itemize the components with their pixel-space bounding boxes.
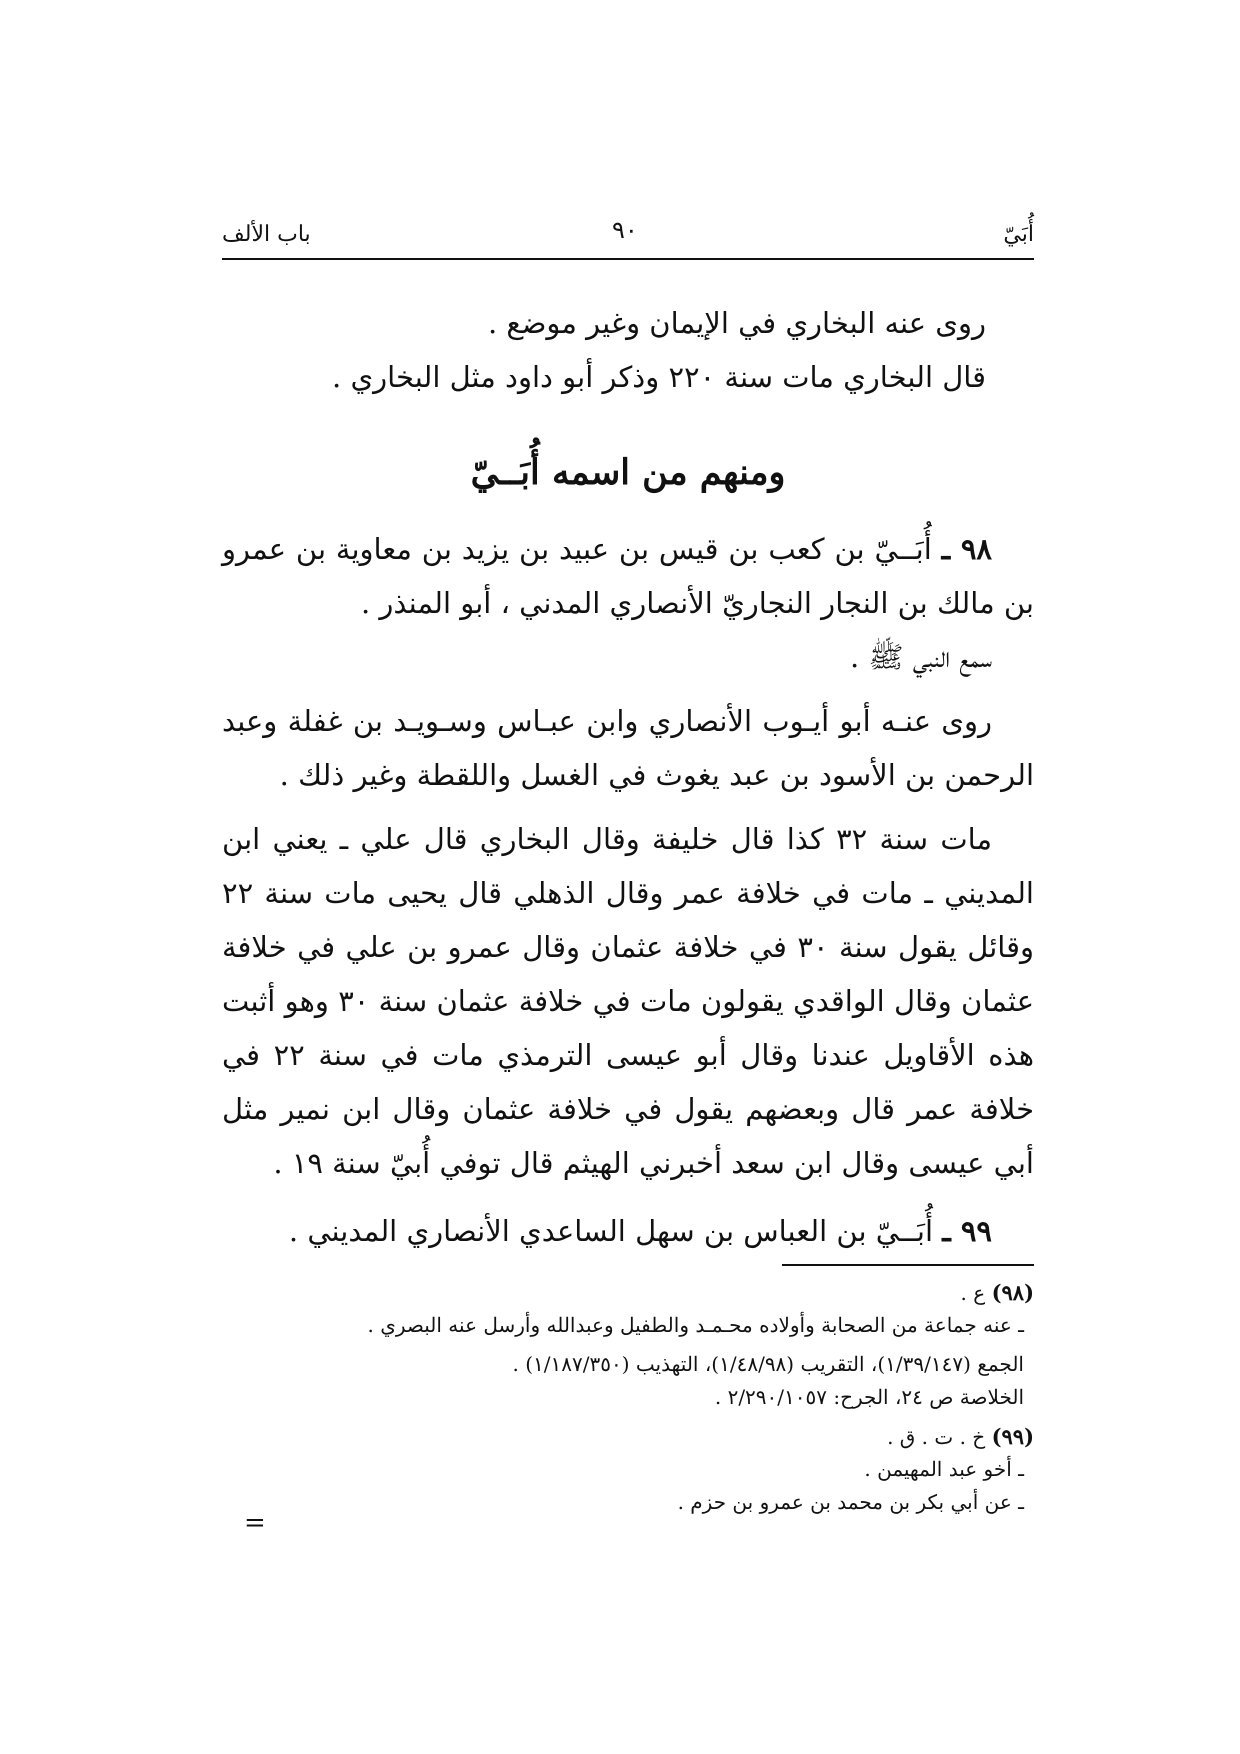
page-number: ٩٠ (612, 216, 638, 244)
footnote-98-label: (٩٨) (991, 1280, 1034, 1305)
intro-block (222, 296, 1034, 404)
footnote-99-head (222, 1420, 1034, 1453)
running-header (222, 216, 1034, 262)
header-entry-word: أُبَيّ (1003, 222, 1034, 247)
footnote-99-line-1: ـ أخو عبد المهيمن . (864, 1457, 1024, 1481)
entry-98-name: أُبَــيّ بن كعب بن قيس بن عبيد بن يزيد بن معاوية بن عمرو بن مالك بن النجار النجاريّ الأنصاري المدني ، أبو المنذر . (222, 532, 1034, 620)
footnote-98-head (222, 1276, 1034, 1309)
footnote-98-line-3: الخلاصة ص ٢٤، الجرح: ٢/٢٩٠/١٠٥٧ . (714, 1385, 1024, 1409)
footnote-98-line-2: الجمع (١/٣٩/١٤٧)، التقريب (١/٤٨/٩٨)، التهذيب (١/١٨٧/٣٥٠) . (512, 1352, 1024, 1376)
footnote-99-label: (٩٩) (991, 1424, 1034, 1449)
entry-98-heading (222, 522, 1034, 630)
footnote-rule (782, 1264, 1034, 1266)
intro-line-1: روى عنه البخاري في الإيمان وغير موضع . (487, 306, 986, 340)
entry-98-number: ٩٨ ـ (941, 532, 993, 566)
entry-99-number: ٩٩ ـ (942, 1214, 992, 1248)
entry-99-name: أُبَــيّ بن العباس بن سهل الساعدي الأنصاري المديني . (288, 1214, 934, 1248)
entry-98-death: مات سنة ٣٢ كذا قال خليفة وقال البخاري قال علي ـ يعني ابن المديني ـ مات في خلافة عمر وقال الذهلي قال يحيى مات سنة ٢٢ وقائل يقول سنة ٣٠ في خلافة عثمان وقال عمرو بن علي في خلافة عثمان وقال الواقدي يقولون مات في خلافة عثمان سنة ٣٠ وهو أثبت هذه الأقاويل عندنا وقال أبو عيسى الترمذي مات في سنة ٢٢ في خلافة عمر قال وبعضهم يقول في خلافة عثمان وقال ابن نمير مثل أبي عيسى وقال ابن سعد أخبرني الهيثم قال توفي أُبيّ سنة ١٩ . (222, 822, 1034, 1180)
intro-line-2: قال البخاري مات سنة ٢٢٠ وذكر أبو داود مثل البخاري . (332, 360, 986, 394)
entry-98-narrators: روى عنـه أبو أيـوب الأنصاري وابن عبـاس وسـويـد بن غفلة وعبد الرحمن بن الأسود بن عبد يغوث في الغسل واللقطة وغير ذلك . (222, 704, 1034, 792)
footnotes (222, 1276, 1034, 1519)
header-rule (222, 258, 1034, 260)
header-section-name: باب الألف (222, 222, 311, 247)
entry-99 (222, 1204, 1034, 1258)
entry-98-heard: سمع النبي ﷺ . (850, 640, 992, 674)
continuation-mark: = (244, 1508, 266, 1538)
section-heading: ومنهم من اسمه أُبَــيّ (470, 452, 786, 493)
footnote-98-line-1: ـ عنه جماعة من الصحابة وأولاده محـمـد والطفيل وعبدالله وأرسل عنه البصري . (367, 1313, 1024, 1337)
footnote-99-siglum: خ . ت . ق . (887, 1425, 986, 1449)
footnote-99-line-2: ـ عن أبي بكر بن محمد بن عمرو بن حزم . (677, 1490, 1024, 1514)
entry-98 (222, 522, 1034, 1258)
footnote-98-siglum: ع . (960, 1281, 986, 1305)
